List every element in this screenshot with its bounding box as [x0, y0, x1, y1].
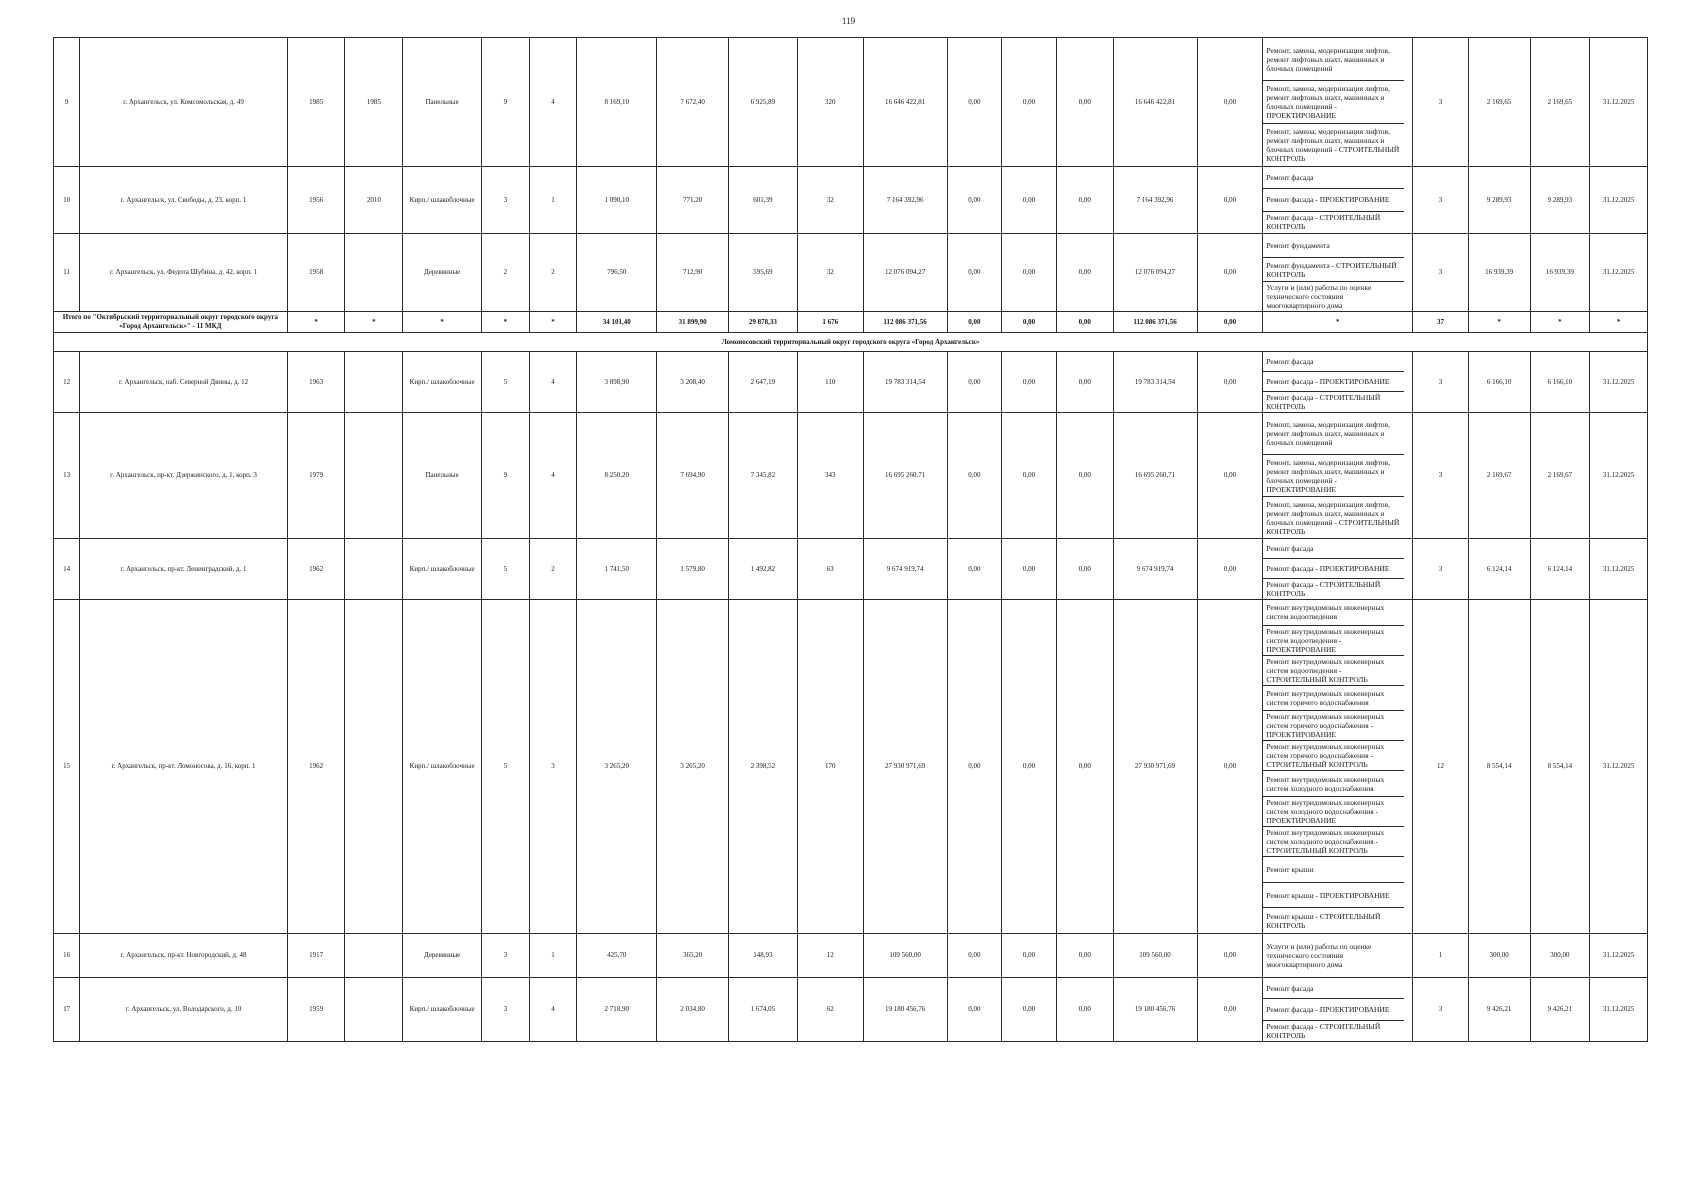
work-item: Услуги и (или) работы по оценке технического состояния многоквартирного дома: [1266, 283, 1372, 310]
area-premises: 3 265,20: [657, 600, 729, 934]
work-item: Ремонт фасада - ПРОЕКТИРОВАНИЕ: [1263, 372, 1404, 392]
house-address: г. Архангельск, пр-кт. Ленинградский, д. 1: [80, 539, 287, 600]
works-list: [1263, 934, 1412, 977]
total-fund-local: 0,00: [1056, 312, 1113, 333]
fund-local: 0,00: [1056, 934, 1113, 978]
floors-count: 3: [482, 934, 530, 978]
fund-local: 0,00: [1056, 167, 1113, 234]
fund-regional: 0,00: [1002, 352, 1057, 413]
entrances-count: 2: [529, 539, 577, 600]
entrances-count: 4: [529, 978, 577, 1042]
unit-cost: 300,00: [1468, 934, 1530, 978]
fund-owners: 19 180 456,76: [1113, 978, 1197, 1042]
works-list-cell: [1263, 934, 1413, 978]
fund-regional: 0,00: [1002, 978, 1057, 1042]
unit-cost-limit: 6 166,10: [1530, 352, 1590, 413]
total-fund-other: 0,00: [1197, 312, 1263, 333]
total-works-count: 37: [1413, 312, 1469, 333]
wall-material: Кирп./ шлакоблочные: [403, 978, 482, 1042]
works-list: [1263, 352, 1412, 412]
work-item: Ремонт, замена, модернизация лифтов, ремонт лифтовых шахт, машинных и блочных помещений - ПРОЕКТИРОВАНИЕ: [1263, 455, 1404, 497]
unit-cost: 6 124,14: [1468, 539, 1530, 600]
work-item: Ремонт фасада: [1263, 539, 1404, 559]
fund-regional: 0,00: [1002, 234, 1057, 312]
fund-other: 0,00: [1197, 539, 1263, 600]
work-item: Ремонт фундамента: [1263, 234, 1404, 258]
fund-owners: 16 695 260,71: [1113, 413, 1197, 539]
work-item: Ремонт внутридомовых инженерных систем горячего водоснабжения - СТРОИТЕЛЬНЫЙ КОНТРОЛЬ: [1263, 741, 1404, 771]
unit-cost: 9 289,93: [1468, 167, 1530, 234]
work-item: Ремонт фасада - СТРОИТЕЛЬНЫЙ КОНТРОЛЬ: [1266, 1021, 1381, 1040]
house-address: г. Архангельск, наб. Северной Двины, д. 12: [80, 352, 287, 413]
residents-count: 62: [797, 978, 863, 1042]
fund-local: 0,00: [1056, 978, 1113, 1042]
year-built: 1959: [287, 978, 345, 1042]
total-area-premises: 31 899,90: [657, 312, 729, 333]
house-address: г. Архангельск, пр-кт. Дзержинского, д. 1, корп. 3: [80, 413, 287, 539]
works-list-cell: [1263, 167, 1413, 234]
residents-count: 110: [797, 352, 863, 413]
works-count: 3: [1413, 978, 1469, 1042]
completion-deadline: 31.12.2025: [1590, 352, 1648, 413]
unit-cost-limit: 2 169,65: [1530, 38, 1590, 167]
residents-count: 63: [797, 539, 863, 600]
house-row: [54, 934, 1648, 978]
work-item: Ремонт, замена, модернизация лифтов, ремонт лифтовых шахт, машинных и блочных помещений: [1263, 413, 1404, 455]
year-built: 1958: [287, 234, 345, 312]
total-star: *: [1263, 312, 1413, 333]
total-star: *: [1468, 312, 1530, 333]
year-overhaul: [345, 413, 403, 539]
works-list: [1263, 978, 1412, 1041]
works-list-cell: [1263, 539, 1413, 600]
unit-cost: 9 426,21: [1468, 978, 1530, 1042]
year-overhaul: 1985: [345, 38, 403, 167]
area-premises: 3 208,40: [657, 352, 729, 413]
fund-regional: 0,00: [1002, 167, 1057, 234]
total-star: *: [403, 312, 482, 333]
year-overhaul: [345, 352, 403, 413]
residents-count: 12: [797, 934, 863, 978]
entrances-count: 4: [529, 352, 577, 413]
repair-cost-total: 19 783 314,54: [863, 352, 947, 413]
repair-cost-total: 19 180 456,76: [863, 978, 947, 1042]
works-list-cell: [1263, 234, 1413, 312]
work-item: Ремонт фасада - ПРОЕКТИРОВАНИЕ: [1263, 999, 1404, 1020]
year-built: 1979: [287, 413, 345, 539]
fund-regional: 0,00: [1002, 600, 1057, 934]
year-overhaul: [345, 934, 403, 978]
completion-deadline: 31.12.2025: [1590, 413, 1648, 539]
entrances-count: 4: [529, 38, 577, 167]
area-residential: 1 492,82: [729, 539, 798, 600]
total-star: *: [1590, 312, 1648, 333]
year-built: 1917: [287, 934, 345, 978]
works-list: [1263, 38, 1412, 166]
work-item: Ремонт внутридомовых инженерных систем холодного водоснабжения - ПРОЕКТИРОВАНИЕ: [1263, 797, 1404, 827]
total-fund-federal: 0,00: [947, 312, 1002, 333]
fund-other: 0,00: [1197, 352, 1263, 413]
row-number: 10: [54, 167, 80, 234]
fund-local: 0,00: [1056, 234, 1113, 312]
unit-cost-limit: 2 169,67: [1530, 413, 1590, 539]
area-residential: 601,39: [729, 167, 798, 234]
year-overhaul: 2010: [345, 167, 403, 234]
capital-repair-table: [53, 37, 1648, 1042]
wall-material: Кирп./ шлакоблочные: [403, 352, 482, 413]
year-overhaul: [345, 234, 403, 312]
fund-local: 0,00: [1056, 352, 1113, 413]
fund-owners: 9 674 919,74: [1113, 539, 1197, 600]
entrances-count: 2: [529, 234, 577, 312]
residents-count: 343: [797, 413, 863, 539]
fund-local: 0,00: [1056, 600, 1113, 934]
fund-owners: 7 164 392,96: [1113, 167, 1197, 234]
row-number: 9: [54, 38, 80, 167]
work-item: Ремонт фасада: [1263, 167, 1404, 189]
fund-other: 0,00: [1197, 600, 1263, 934]
area-premises: 7 694,90: [657, 413, 729, 539]
floors-count: 5: [482, 352, 530, 413]
entrances-count: 3: [529, 600, 577, 934]
fund-federal: 0,00: [947, 167, 1002, 234]
year-overhaul: [345, 539, 403, 600]
fund-federal: 0,00: [947, 413, 1002, 539]
total-area-residential: 29 878,33: [729, 312, 798, 333]
district-total-row: [54, 312, 1648, 333]
unit-cost-limit: 9 289,93: [1530, 167, 1590, 234]
work-item: Ремонт фасада - ПРОЕКТИРОВАНИЕ: [1263, 559, 1404, 579]
floors-count: 3: [482, 978, 530, 1042]
work-item: Ремонт, замена, модернизация лифтов, ремонт лифтовых шахт, машинных и блочных помещений - СТРОИТЕЛЬНЫЙ КОНТРОЛЬ: [1266, 499, 1400, 536]
total-label: Итого по "Октябрьский территориальный округ городского округа «Город Архангельск»" - 11 МКД: [54, 312, 288, 333]
area-residential: 6 925,89: [729, 38, 798, 167]
fund-federal: 0,00: [947, 934, 1002, 978]
total-star: *: [482, 312, 530, 333]
house-row: [54, 167, 1648, 234]
fund-owners: 12 076 094,27: [1113, 234, 1197, 312]
completion-deadline: 31.12.2025: [1590, 38, 1648, 167]
work-item: Ремонт внутридомовых инженерных систем водоотведения: [1263, 600, 1404, 626]
total-area: 34 101,40: [577, 312, 657, 333]
house-row: [54, 413, 1648, 539]
work-item: Ремонт внутридомовых инженерных систем холодного водоснабжения - СТРОИТЕЛЬНЫЙ КОНТРОЛЬ: [1263, 827, 1404, 857]
total-area: 796,50: [577, 234, 657, 312]
total-star: *: [287, 312, 345, 333]
work-item: Ремонт внутридомовых инженерных систем горячего водоснабжения - ПРОЕКТИРОВАНИЕ: [1263, 711, 1404, 741]
row-number: 14: [54, 539, 80, 600]
district-header-row: [54, 333, 1648, 352]
work-item: Ремонт внутридомовых инженерных систем горячего водоснабжения: [1263, 686, 1404, 712]
house-address: г. Архангельск, ул. Федота Шубина, д. 42, корп. 1: [80, 234, 287, 312]
wall-material: Кирп./ шлакоблочные: [403, 539, 482, 600]
work-item: Ремонт фасада - СТРОИТЕЛЬНЫЙ КОНТРОЛЬ: [1266, 393, 1381, 411]
work-item: Ремонт фасада: [1263, 978, 1404, 999]
repair-cost-total: 7 164 392,96: [863, 167, 947, 234]
work-item: Ремонт, замена, модернизация лифтов, ремонт лифтовых шахт, машинных и блочных помещений: [1263, 38, 1404, 81]
repair-cost-total: 27 930 971,69: [863, 600, 947, 934]
area-residential: 148,93: [729, 934, 798, 978]
fund-other: 0,00: [1197, 978, 1263, 1042]
area-premises: 712,90: [657, 234, 729, 312]
unit-cost-limit: 300,00: [1530, 934, 1590, 978]
house-address: г. Архангельск, ул. Свободы, д. 23, корп. 1: [80, 167, 287, 234]
area-residential: 1 674,05: [729, 978, 798, 1042]
repair-cost-total: 16 695 260,71: [863, 413, 947, 539]
works-list-cell: [1263, 600, 1413, 934]
unit-cost-limit: 16 939,39: [1530, 234, 1590, 312]
works-count: 12: [1413, 600, 1469, 934]
house-row: [54, 38, 1648, 167]
year-overhaul: [345, 600, 403, 934]
house-row: [54, 600, 1648, 934]
fund-local: 0,00: [1056, 413, 1113, 539]
work-item: Ремонт внутридомовых инженерных систем водоотведения - СТРОИТЕЛЬНЫЙ КОНТРОЛЬ: [1263, 656, 1404, 686]
completion-deadline: 31.12.2025: [1590, 539, 1648, 600]
house-address: г. Архангельск, ул. Володарского, д. 10: [80, 978, 287, 1042]
fund-federal: 0,00: [947, 978, 1002, 1042]
house-row: [54, 352, 1648, 413]
fund-federal: 0,00: [947, 539, 1002, 600]
completion-deadline: 31.12.2025: [1590, 234, 1648, 312]
unit-cost: 2 169,65: [1468, 38, 1530, 167]
row-number: 15: [54, 600, 80, 934]
entrances-count: 4: [529, 413, 577, 539]
area-premises: 771,20: [657, 167, 729, 234]
work-item: Услуги и (или) работы по оценке технического состояния многоквартирного дома: [1266, 942, 1372, 969]
works-list: [1263, 234, 1412, 311]
wall-material: Деревянные: [403, 234, 482, 312]
fund-regional: 0,00: [1002, 934, 1057, 978]
total-area: 3 898,90: [577, 352, 657, 413]
work-item: Ремонт фасада - ПРОЕКТИРОВАНИЕ: [1263, 189, 1404, 211]
row-number: 17: [54, 978, 80, 1042]
area-premises: 365,20: [657, 934, 729, 978]
area-premises: 1 579,80: [657, 539, 729, 600]
residents-count: 32: [797, 167, 863, 234]
repair-cost-total: 16 646 422,81: [863, 38, 947, 167]
fund-owners: 19 783 314,54: [1113, 352, 1197, 413]
year-built: 1963: [287, 352, 345, 413]
row-number: 12: [54, 352, 80, 413]
house-address: г. Архангельск, пр-кт. Ломоносова, д. 16, корп. 1: [80, 600, 287, 934]
residents-count: 320: [797, 38, 863, 167]
total-fund-owners: 112 086 371,56: [1113, 312, 1197, 333]
fund-other: 0,00: [1197, 167, 1263, 234]
total-star: *: [529, 312, 577, 333]
fund-other: 0,00: [1197, 234, 1263, 312]
house-address: г. Архангельск, ул. Комсомольская, д. 49: [80, 38, 287, 167]
work-item: Ремонт фасада: [1263, 352, 1404, 372]
unit-cost: 6 166,10: [1468, 352, 1530, 413]
fund-owners: 27 930 971,69: [1113, 600, 1197, 934]
total-area: 2 718,90: [577, 978, 657, 1042]
year-built: 1962: [287, 600, 345, 934]
area-residential: 595,69: [729, 234, 798, 312]
total-area: 8 250,20: [577, 413, 657, 539]
repair-cost-total: 109 560,00: [863, 934, 947, 978]
completion-deadline: 31.12.2025: [1590, 167, 1648, 234]
works-count: 3: [1413, 167, 1469, 234]
works-list-cell: [1263, 978, 1413, 1042]
completion-deadline: 31.12.2025: [1590, 934, 1648, 978]
unit-cost: 2 169,67: [1468, 413, 1530, 539]
district-header: Ломоносовский территориальный округ городского округа «Город Архангельск»: [54, 333, 1648, 352]
works-list: [1263, 413, 1412, 538]
fund-owners: 109 560,00: [1113, 934, 1197, 978]
works-list: [1263, 600, 1412, 933]
residents-count: 32: [797, 234, 863, 312]
total-area: 3 265,20: [577, 600, 657, 934]
work-item: Ремонт фасада - СТРОИТЕЛЬНЫЙ КОНТРОЛЬ: [1266, 213, 1381, 232]
work-item: Ремонт внутридомовых инженерных систем водоотведения - ПРОЕКТИРОВАНИЕ: [1263, 626, 1404, 656]
fund-federal: 0,00: [947, 234, 1002, 312]
area-residential: 2 647,19: [729, 352, 798, 413]
total-area: 8 169,10: [577, 38, 657, 167]
fund-regional: 0,00: [1002, 413, 1057, 539]
year-built: 1985: [287, 38, 345, 167]
area-premises: 7 672,40: [657, 38, 729, 167]
fund-regional: 0,00: [1002, 539, 1057, 600]
house-row: [54, 539, 1648, 600]
floors-count: 5: [482, 539, 530, 600]
fund-other: 0,00: [1197, 413, 1263, 539]
unit-cost: 16 939,39: [1468, 234, 1530, 312]
page-number: 119: [841, 16, 856, 26]
total-residents: 1 676: [797, 312, 863, 333]
fund-other: 0,00: [1197, 934, 1263, 978]
floors-count: 3: [482, 167, 530, 234]
works-count: 1: [1413, 934, 1469, 978]
wall-material: Кирп./ шлакоблочные: [403, 600, 482, 934]
work-item: Ремонт крыши - ПРОЕКТИРОВАНИЕ: [1263, 883, 1404, 909]
total-area: 1 741,50: [577, 539, 657, 600]
floors-count: 9: [482, 38, 530, 167]
repair-cost-total: 9 674 919,74: [863, 539, 947, 600]
work-item: Ремонт фасада - СТРОИТЕЛЬНЫЙ КОНТРОЛЬ: [1266, 580, 1381, 598]
works-list-cell: [1263, 413, 1413, 539]
works-list: [1263, 539, 1412, 599]
wall-material: Панельные: [403, 38, 482, 167]
area-premises: 2 034,80: [657, 978, 729, 1042]
fund-federal: 0,00: [947, 352, 1002, 413]
unit-cost-limit: 8 554,14: [1530, 600, 1590, 934]
works-count: 3: [1413, 234, 1469, 312]
residents-count: 170: [797, 600, 863, 934]
total-cost: 112 086 371,56: [863, 312, 947, 333]
wall-material: Деревянные: [403, 934, 482, 978]
work-item: Ремонт, замена, модернизация лифтов, ремонт лифтовых шахт, машинных и блочных помещений - ПРОЕКТИРОВАНИЕ: [1263, 81, 1404, 124]
total-area: 1 090,10: [577, 167, 657, 234]
works-list-cell: [1263, 352, 1413, 413]
work-item: Ремонт крыши: [1263, 857, 1404, 883]
wall-material: Панельные: [403, 413, 482, 539]
entrances-count: 1: [529, 167, 577, 234]
works-count: 3: [1413, 539, 1469, 600]
completion-deadline: 31.12.2025: [1590, 978, 1648, 1042]
fund-local: 0,00: [1056, 38, 1113, 167]
work-item: Ремонт фундамента - СТРОИТЕЛЬНЫЙ КОНТРОЛЬ: [1263, 258, 1404, 282]
unit-cost-limit: 6 124,14: [1530, 539, 1590, 600]
fund-other: 0,00: [1197, 38, 1263, 167]
floors-count: 9: [482, 413, 530, 539]
year-overhaul: [345, 978, 403, 1042]
house-row: [54, 978, 1648, 1042]
works-list: [1263, 167, 1412, 233]
repair-cost-total: 12 076 094,27: [863, 234, 947, 312]
work-item: Ремонт крыши - СТРОИТЕЛЬНЫЙ КОНТРОЛЬ: [1266, 911, 1381, 930]
total-fund-regional: 0,00: [1002, 312, 1057, 333]
completion-deadline: 31.12.2025: [1590, 600, 1648, 934]
fund-local: 0,00: [1056, 539, 1113, 600]
works-count: 3: [1413, 38, 1469, 167]
row-number: 11: [54, 234, 80, 312]
fund-regional: 0,00: [1002, 38, 1057, 167]
fund-owners: 16 646 422,81: [1113, 38, 1197, 167]
work-item: Ремонт, замена, модернизация лифтов, ремонт лифтовых шахт, машинных и блочных помещений - СТРОИТЕЛЬНЫЙ КОНТРОЛЬ: [1266, 127, 1400, 163]
unit-cost: 8 554,14: [1468, 600, 1530, 934]
work-item: Ремонт внутридомовых инженерных систем холодного водоснабжения: [1263, 771, 1404, 797]
works-list-cell: [1263, 38, 1413, 167]
unit-cost-limit: 9 426,21: [1530, 978, 1590, 1042]
fund-federal: 0,00: [947, 600, 1002, 934]
area-residential: 2 398,52: [729, 600, 798, 934]
row-number: 13: [54, 413, 80, 539]
entrances-count: 1: [529, 934, 577, 978]
total-star: *: [345, 312, 403, 333]
house-address: г. Архангельск, пр-кт. Новгородский, д. 48: [80, 934, 287, 978]
house-row: [54, 234, 1648, 312]
year-built: 1962: [287, 539, 345, 600]
floors-count: 2: [482, 234, 530, 312]
works-count: 3: [1413, 413, 1469, 539]
year-built: 1956: [287, 167, 345, 234]
row-number: 16: [54, 934, 80, 978]
area-residential: 7 345,82: [729, 413, 798, 539]
wall-material: Кирп./ шлакоблочные: [403, 167, 482, 234]
floors-count: 5: [482, 600, 530, 934]
total-area: 425,70: [577, 934, 657, 978]
total-star: *: [1530, 312, 1590, 333]
fund-federal: 0,00: [947, 38, 1002, 167]
works-count: 3: [1413, 352, 1469, 413]
